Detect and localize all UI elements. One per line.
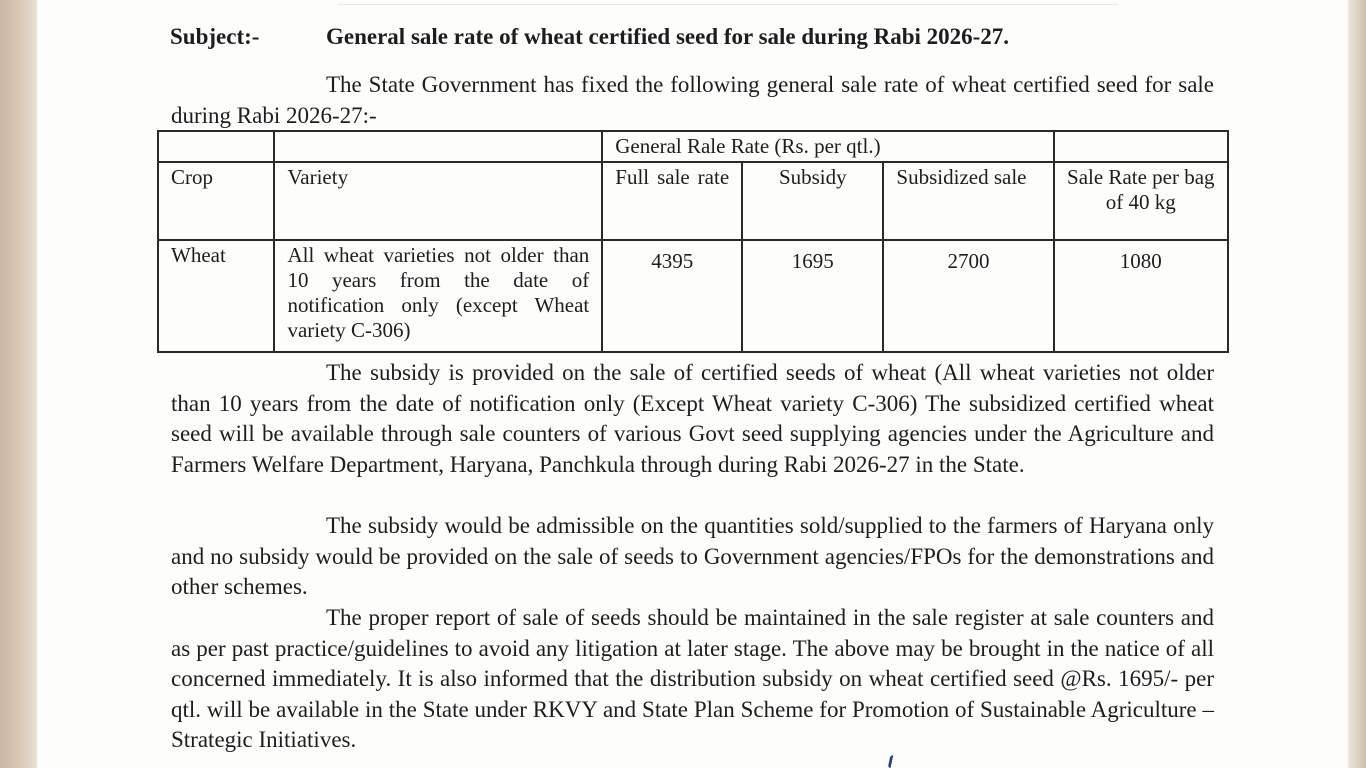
subject-label: Subject:- [170,24,260,49]
cropped-previous-line [338,0,1118,5]
cell-crop: Wheat [158,240,274,352]
document-page [38,0,1346,768]
body-paragraph: The subsidy would be admissible on the quantities sold/supplied to the farmers of Haryana only and no subsidy would be provided on the sale of seeds to Government agencies/FPOs for the demonstrations and other schemes. [171,513,1214,599]
table-row [158,240,1228,352]
cell-subsidized-sale: 2700 [883,240,1053,352]
empty-header-cell [158,131,274,162]
header-variety: Variety [274,162,602,240]
group-header-general-sale-rate: General Rale Rate (Rs. per qtl.) [602,131,1053,162]
cell-full-sale-rate: 4395 [602,240,742,352]
body-paragraph: The proper report of sale of seeds should be maintained in the sale register at sale counters and as per past practice/guidelines to avoid any litigation at later stage. The above may be brought in the natice of all concerned immediately. It is also informed that the distribution subsidy on wheat certified seed @Rs. 1695/- per qtl. will be available in the State under RKVY and State Plan Scheme for Promotion of Sustainable Agriculture – Strategic Initiatives. [171,605,1214,752]
empty-header-cell [1054,131,1228,162]
cell-variety: All wheat varieties not older than 10 years from the date of notification only (except Wheat variety C-306) [274,240,602,352]
header-subsidized-sale: Subsidized sale [883,162,1053,240]
header-full-sale-rate: Full sale rate [602,162,742,240]
table-group-header-row [158,131,1228,162]
header-sale-rate-per-bag: Sale Rate per bag of 40 kg [1054,162,1228,240]
intro-paragraph: The State Government has fixed the following general sale rate of wheat certified seed for sale during Rabi 2026-27:- [171,72,1214,128]
body-paragraph: The subsidy is provided on the sale of certified seeds of wheat (All wheat varieties not older than 10 years from the date of notification only (Except Wheat variety C-306) The subsidized certified wheat seed will be available through sale counters of various Govt seed supplying agencies under the Agriculture and Farmers Welfare Department, Haryana, Panchkula through during Rabi 2026-27 in the State. [171,360,1214,477]
empty-header-cell [274,131,602,162]
cell-subsidy: 1695 [742,240,883,352]
cell-sale-rate-per-bag: 1080 [1054,240,1228,352]
pen-mark [888,755,900,768]
sale-rate-table [157,130,1229,353]
table-header-row [158,162,1228,240]
subject-text: General sale rate of wheat certified seed for sale during Rabi 2026-27. [326,24,1010,49]
subject-line [170,24,1009,50]
header-subsidy: Subsidy [742,162,883,240]
header-crop: Crop [158,162,274,240]
